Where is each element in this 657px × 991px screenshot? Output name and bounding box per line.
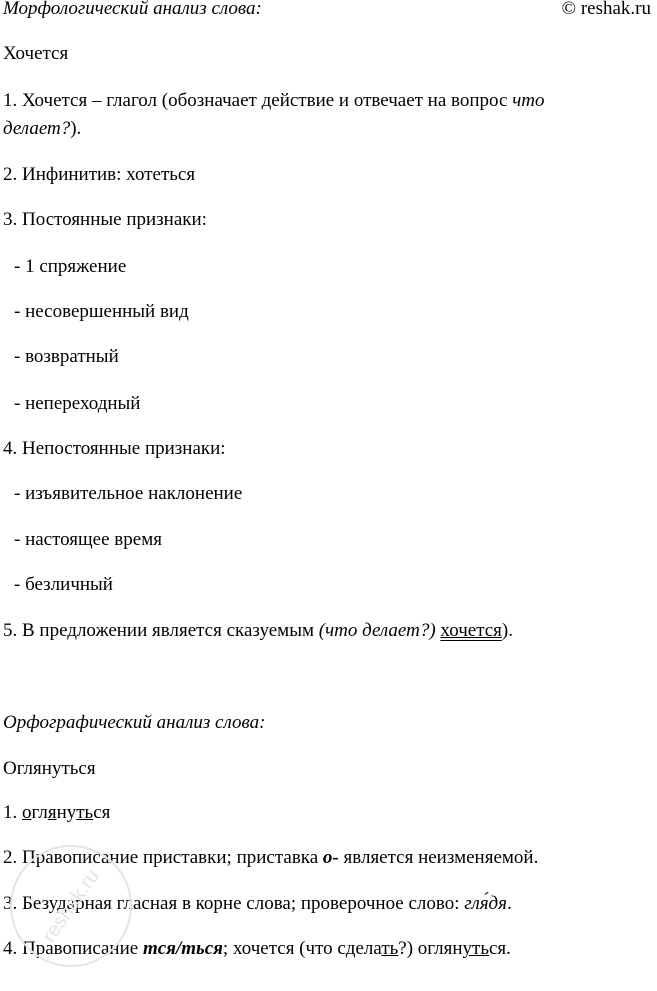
ortho-word: Оглянуться <box>3 758 96 779</box>
nonconst-feature: - изъявительное наклонение <box>14 483 243 504</box>
site-credit: © reshak.ru <box>561 0 651 19</box>
nonconst-feature: - настоящее время <box>14 529 162 550</box>
text: л <box>38 802 48 823</box>
check-word: гля́дя <box>464 893 508 914</box>
text: ). <box>70 118 82 139</box>
text: ; хочется (что сдела <box>222 938 382 959</box>
text: ну <box>56 802 77 823</box>
morph-point-1 <box>3 89 545 113</box>
text: ). <box>501 620 513 641</box>
text: . <box>507 893 512 914</box>
ortho-point-3 <box>3 892 512 916</box>
morph-point-1-cont <box>3 117 81 141</box>
predicate-word: хочется <box>440 620 502 641</box>
header-title: Морфологический анализ слова: <box>3 0 262 19</box>
const-feature: - непереходный <box>14 393 141 414</box>
text: ся. <box>489 938 511 959</box>
morph-point-4: 4. Непостоянные признаки: <box>3 438 226 459</box>
orthogram: у <box>462 938 473 959</box>
text: ся <box>93 802 111 823</box>
question-word: что <box>512 90 545 111</box>
text: 5. В предложении является сказуемым <box>3 620 319 641</box>
prefix: о- <box>322 847 339 868</box>
orthogram: о <box>22 802 32 823</box>
text: 3. Безударная гласная в корне слова; проверочное слово: <box>3 893 465 914</box>
const-feature: - несовершенный вид <box>14 301 189 322</box>
text: является неизменяемой. <box>338 847 539 868</box>
text: ?) оглян <box>398 938 463 959</box>
text: г <box>31 802 39 823</box>
text: 2. Правописание приставки; приставка <box>3 847 323 868</box>
text: 4. Правописание <box>3 938 143 959</box>
question-word: делает? <box>3 118 71 139</box>
ortho-point-4 <box>3 937 511 961</box>
const-feature: - 1 спряжение <box>14 256 127 277</box>
orthogram: ть <box>76 802 94 823</box>
ortho-title: Орфографический анализ слова: <box>3 712 266 733</box>
ortho-point-1 <box>3 801 110 825</box>
morph-point-5 <box>3 619 513 643</box>
nonconst-feature: - безличный <box>14 574 113 595</box>
orthogram-rule: тся/ться <box>142 938 223 959</box>
orthogram: ть <box>381 938 399 959</box>
ortho-point-2 <box>3 846 538 870</box>
watermark-text: reshak.ru <box>37 865 104 947</box>
morph-word: Хочется <box>3 43 69 64</box>
morph-point-3: 3. Постоянные признаки: <box>3 209 207 230</box>
text: 1. <box>3 802 22 823</box>
orthogram: я <box>47 802 57 823</box>
orthogram: ть <box>472 938 489 959</box>
text: 1. Хочется – глагол (обозначает действие и отвечает на вопрос <box>3 90 513 111</box>
question: (что делает?) <box>318 620 436 641</box>
morph-point-2: 2. Инфинитив: хотеться <box>3 164 196 185</box>
const-feature: - возвратный <box>14 346 119 367</box>
